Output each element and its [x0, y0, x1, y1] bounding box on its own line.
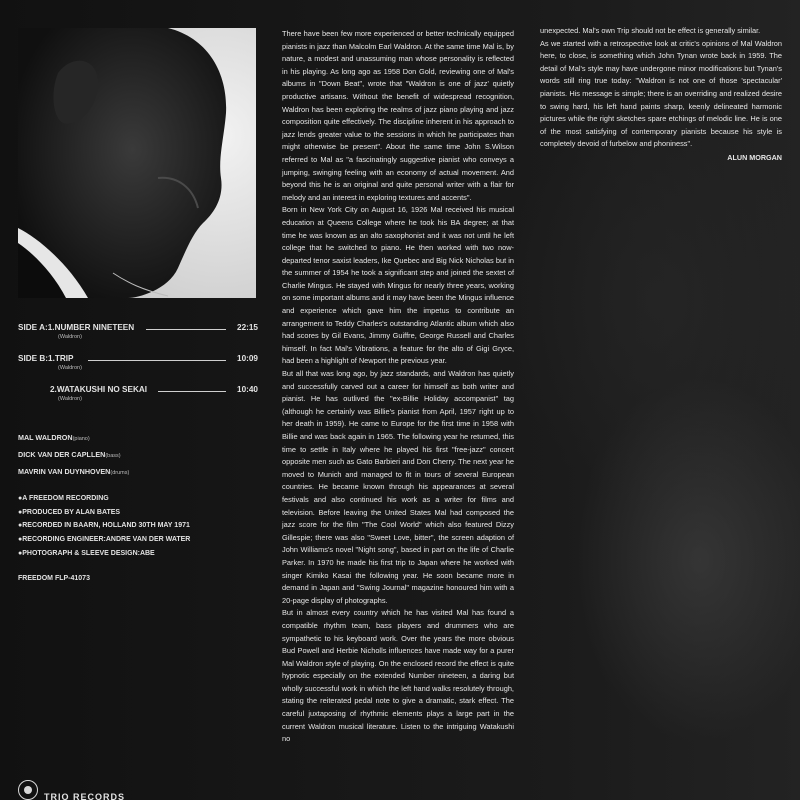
track-duration: 10:09 — [237, 354, 258, 363]
track-title: NUMBER NINETEEN — [54, 323, 135, 332]
track-side-b-2 — [18, 385, 258, 399]
portrait-photograph — [18, 28, 256, 298]
side-a-label: SIDE A:1. — [18, 323, 55, 332]
track-duration: 22:15 — [237, 323, 258, 332]
track-leader-line — [158, 391, 226, 392]
personnel-list — [18, 430, 129, 481]
personnel-item: DICK VAN DER CAPLLEN(bass) — [18, 450, 121, 459]
credit-line: ●RECORDING ENGINEER:ANDRE VAN DER WATER — [18, 536, 191, 544]
track-side-b-1 — [18, 354, 258, 368]
liner-notes-column-middle — [282, 28, 514, 746]
author-signature: ALUN MORGAN — [727, 152, 782, 162]
liner-notes-paragraph: But in almost every country which he has visited Mal has found a compatible rhythm team, bass players and drummers who are sympathetic to his keyboard work. Over the years the more obvious Bud Powell and Herbie Nicholls influences have made way for a purer Mal Waldron style of playing. On the enclosed record the effect is quite hypnotic especially on the extended Number nineteen, a daring but wholly successful work in which the left hand walks resolutely through, stating the reiterated pedal note to give a dramatic, stark effect. The careful juxtaposing of rhythmic elements plays a large part in the current Waldron musical literature. Listen to the intriguing Watakushi no — [282, 608, 514, 744]
record-label-logo — [18, 780, 125, 800]
track-title: WATAKUSHI NO SEKAI — [56, 385, 148, 394]
personnel-item: MAL WALDRON(piano) — [18, 433, 90, 442]
liner-notes-paragraph: unexpected. Mal's own Trip should not be effect is generally similar. — [540, 26, 761, 35]
catalog-number: FREEDOM FLP-41073 — [18, 575, 90, 582]
portrait-silhouette — [18, 28, 256, 298]
credit-line: ●PRODUCED BY ALAN BATES — [18, 508, 121, 516]
track-leader-line — [88, 360, 226, 361]
composer-credit: (Waldron) — [58, 365, 82, 371]
track-leader-line — [146, 329, 226, 330]
liner-notes-paragraph: Born in New York City on August 16, 1926 Mal received his musical education at Queens College where he took his BA degree; at that time he was known as an alto saxophonist and it was not until he left college that he switched to piano. He then worked with two now-departed tenor saxist leaders, Ike Quebec and Big Nick Nicholas but in the summer of 1954 he took a significant step and joined the sextet of Charlie Mingus. He stayed with Mingus for nearly three years, working on some important albums and it may have been the Mingus influence and experience which gave him the impetus to contribute an arrangement to Teddy Charles's outstanding Atlantic album which also had scores by Gil Evans, Jimmy Guiffre, George Russell and Charles himself. In fact Mal's Vibrations, a feature for the alto of Gigi Gryce, had been a highlight of Newport the previous year. — [282, 205, 514, 366]
track-duration: 10:40 — [237, 385, 258, 394]
credit-line: ●PHOTOGRAPH & SLEEVE DESIGN:ABE — [18, 549, 155, 557]
liner-notes-paragraph: There have been few more experienced or better technically equipped pianists in jazz than Malcolm Earl Waldron. At the same time Mal is, by nature, a modest and unassuming man whose personality is reflected in his playing. As long ago as 1958 Don Gold, reviewing one of Mal's albums in "Down Beat", wrote that "Waldron is one of jazz' quietly productive artisans. Without the benefit of widespread recognition, Waldron has been exploring the realms of jazz piano playing and jazz composition quite effectively. The discipline inherent in his approach to jazz lends greater value to the sessions in which he participates than might otherwise be present". About the same time John S.Wilson referred to Mal as "a fascinatingly suggestive pianist who conveys a jumping, swinging feeling with an economy of actual movement. And beyond this he is an original and quite personal writer with a flair for melody and an interest in exploring textures and accents". — [282, 29, 514, 202]
label-mark-icon — [18, 780, 38, 800]
composer-credit: (Waldron) — [58, 334, 82, 340]
track-title: TRIP — [54, 354, 74, 363]
personnel-item: MAVRIN VAN DUYNHOVEN(drums) — [18, 467, 130, 476]
liner-notes-paragraph: But all that was long ago, by jazz standards, and Waldron has quietly and successfully carved out a career for himself as both writer and pianist. He has outlived the "ex-Billie Holiday accompanist" tag (although he certainly was Billie's pianist from April, 1957 right up to her death in 1959). He came to Europe for the first time in 1958 with Billie and was back again in 1965. The following year he returned, this time to settle in Italy where he played his first "free-jazz" concert opposite men such as Gato Barbieri and Don Cherry. The next year he moved to Munich and managed to fit in tours of several European countries. He became known through his appearances at several festivals and also continued his work as a writer for films and television. Before leaving the United States Mal had composed the jazz score for the film "The Cool World" which also featured Dizzy Gillespie; there was also "Sweet Love, bitter", the screen adaption of John Williams's novel "Night song", based in part on the life of Charlie Parker. In 1970 he made his first trip to Japan where he worked with singer Kimiko Kasai the following year. He soon became more in demand in Japan and "Swing Journal" magazine honoured him with a 20-page display of photographs. — [282, 369, 514, 605]
composer-credit: (Waldron) — [58, 396, 82, 402]
production-credits — [18, 492, 190, 561]
track-number: 2. — [50, 385, 57, 394]
liner-notes-column-right — [540, 25, 782, 165]
track-side-a-1 — [18, 323, 258, 337]
side-b-label: SIDE B:1. — [18, 354, 55, 363]
credit-line: ●A FREEDOM RECORDING — [18, 495, 109, 502]
liner-notes-paragraph: As we started with a retrospective look at critic's opinions of Mal Waldron here, to close, is something which John Tynan wrote back in 1959. The detail of Mal's style may have undergone minor modifications but Tynan's words still ring true today: "Waldron is not one of those 'spectacular' pianists. His message is simple; there is an overriding and realized desire to swing hard, his left hand paints sharp, keenly delineated harmonic pictures while the right sketches spare etchings of melodic line. He is one of the most satisfying of contemporary pianists because his style is completely devoid of furbelow and phoniness". — [540, 38, 782, 149]
track-listing — [18, 323, 258, 406]
label-name: TRIO RECORDS — [44, 792, 126, 800]
credit-line: ●RECORDED IN BAARN, HOLLAND 30TH MAY 1971 — [18, 522, 190, 530]
